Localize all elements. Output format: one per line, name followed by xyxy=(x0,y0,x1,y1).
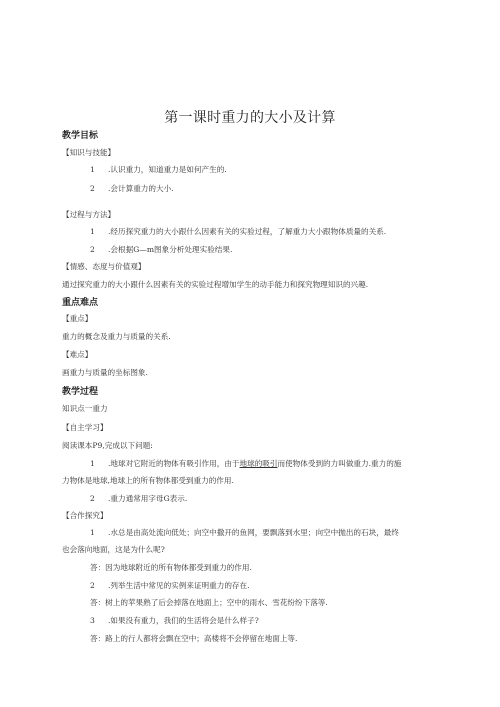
process-method-tag: 【过程与方法】 xyxy=(62,210,116,219)
knowledge-point-1: 知识点一重力 xyxy=(62,404,108,413)
item-text: .经历探究重力的大小跟什么因素有关的实验过程，了解重力大小跟物体质量的关系. xyxy=(108,227,387,236)
item-text: .列举生活中常见的实例来证明重力的存在. xyxy=(108,581,250,590)
answer-2: 答：树上的苹果熟了后会掉落在地面上；空中的雨水、雪花纷纷下落等. xyxy=(90,598,328,607)
item-number: 1 xyxy=(90,227,95,236)
item-number: 3 xyxy=(90,616,95,625)
item-text: .认识重力，知道重力是如何产生的. xyxy=(108,165,227,174)
difficult-point-tag: 【难点】 xyxy=(62,350,93,359)
item-text: .水总是由高处流向低处；向空中撒开的鱼网，要飘落到水里；向空中抛出的石块，最终 xyxy=(108,528,399,537)
emotion-attitude-tag: 【情感、态度与价值观】 xyxy=(62,262,146,271)
knowledge-skills-tag: 【知识与技能】 xyxy=(62,148,116,157)
inquiry-item-1-cont: 也会落向地面，这是为什么呢? xyxy=(62,545,165,554)
answer-1: 答：因为地球附近的所有物体都受到重力的作用. xyxy=(90,563,252,572)
knowledge-item-1 xyxy=(90,164,227,175)
item-text: .会计算重力的大小. xyxy=(108,184,174,193)
underlined-text: 地球的吸引 xyxy=(239,459,278,468)
self-study-tag: 【自主学习】 xyxy=(62,423,108,432)
difficult-point-text: 画重力与质量的坐标图象. xyxy=(62,368,148,377)
item-text: .如果没有重力，我们的生活将会是什么样子? xyxy=(108,616,259,625)
process-item-1 xyxy=(90,226,386,237)
item-text: 而使物体受到的力叫做重力.重力的施 xyxy=(277,459,402,468)
item-number: 2 xyxy=(90,245,95,254)
heading-teaching-process: 教学过程 xyxy=(62,387,99,397)
self-study-item-2 xyxy=(90,493,187,504)
item-text: .地球对它附近的物体有吸引作用，由于 xyxy=(108,459,240,468)
item-number: 2 xyxy=(90,494,95,503)
process-item-2 xyxy=(90,244,232,255)
item-number: 1 xyxy=(90,459,95,468)
heading-key-difficult: 重点难点 xyxy=(62,298,99,308)
cooperative-inquiry-tag: 【合作探究】 xyxy=(62,511,108,520)
item-number: 1 xyxy=(90,528,95,537)
item-number: 2 xyxy=(90,184,95,193)
heading-teaching-goals: 教学目标 xyxy=(62,131,99,141)
self-study-intro: 阅读课本P9,完成以下问题: xyxy=(62,441,153,450)
item-text: .会根据G—m图象分析处理实验结果. xyxy=(108,245,233,254)
inquiry-item-1 xyxy=(90,527,399,538)
page-title: 第一课时重力的大小及计算 xyxy=(164,110,336,126)
item-text: .重力通常用字母G表示. xyxy=(108,494,188,503)
item-number: 2 xyxy=(90,581,95,590)
emotion-item-1: 通过探究重力的大小跟什么因素有关的实验过程增加学生的动手能力和探究物理知识的兴趣. xyxy=(62,280,369,289)
key-point-text: 重力的概念及重力与质量的关系. xyxy=(62,332,171,341)
answer-3: 答：路上的行人都将会飘在空中；高楼将不会停留在地面上等. xyxy=(90,634,298,643)
self-study-item-1-cont: 力物体是地球,地球上的所有物体都受到重力的作用. xyxy=(62,476,234,485)
key-point-tag: 【重点】 xyxy=(62,314,93,323)
item-number: 1 xyxy=(90,165,95,174)
knowledge-item-2 xyxy=(90,183,174,194)
self-study-item-1 xyxy=(90,458,401,469)
inquiry-item-2 xyxy=(90,580,250,591)
inquiry-item-3 xyxy=(90,615,259,626)
